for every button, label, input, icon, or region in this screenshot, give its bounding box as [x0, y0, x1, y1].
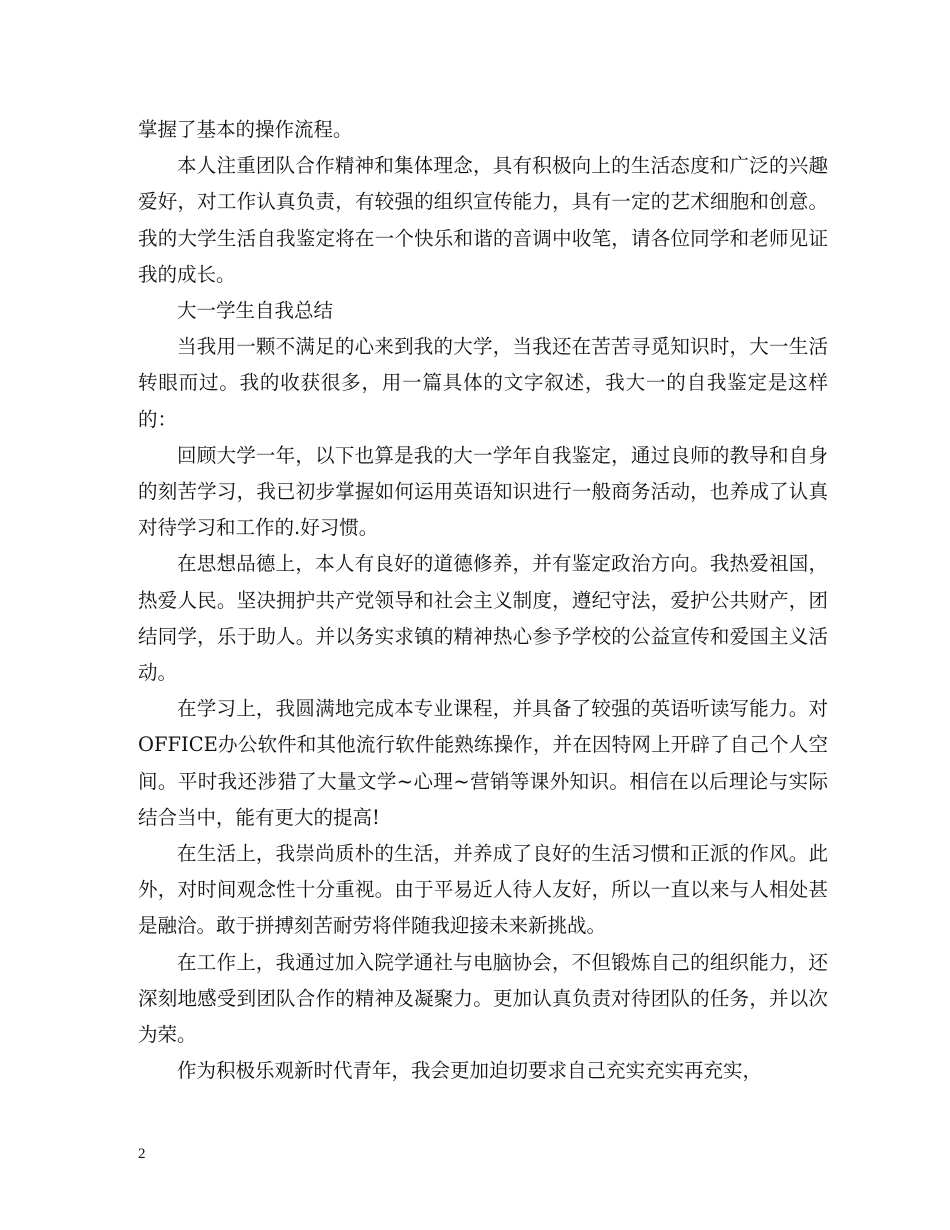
page-number: 2 [138, 1146, 146, 1162]
paragraph-life: 在生活上，我崇尚质朴的生活，并养成了良好的生活习惯和正派的作风。此外，对时间观念性十分重视。由于平易近人待人友好，所以一直以来与人相处甚是融洽。敢于拼搏刻苦耐劳将伴随我迎接未来新挑战。 [138, 842, 828, 938]
paragraph-work: 在工作上，我通过加入院学通社与电脑协会，不但锻炼自己的组织能力，还深刻地感受到团队合作的精神及凝聚力。更加认真负责对待团队的任务，并以次为荣。 [138, 950, 828, 1047]
paragraph-study: 在学习上，我圆满地完成本专业课程，并具备了较强的英语听读写能力。对OFFICE办公软件和其他流行软件能熟练操作，并在因特网上开辟了自己个人空间。平时我还涉猎了大量文学~心理~营销等课外知识。相信在以后理论与实际结合当中，能有更大的提高! [138, 697, 828, 829]
paragraph-teamwork: 本人注重团队合作精神和集体理念，具有积极向上的生活态度和广泛的兴趣爱好，对工作认真负责，有较强的组织宣传能力，具有一定的艺术细胞和创意。我的大学生活自我鉴定将在一个快乐和谐的音调中收笔，请各位同学和老师见证我的成长。 [138, 154, 828, 286]
section-heading: 大一学生自我总结 [177, 299, 334, 323]
paragraph-ideology: 在思想品德上，本人有良好的道德修养，并有鉴定政治方向。我热爱祖国，热爱人民。坚决拥护共产党领导和社会主义制度，遵纪守法，爱护公共财产，团结同学，乐于助人。并以务实求镇的精神热心参予学校的公益宣传和爱国主义活动。 [138, 552, 828, 685]
paragraph-review: 回顾大学一年，以下也算是我的大一学年自我鉴定，通过良师的教导和自身的刻苦学习，我已初步掌握如何运用英语知识进行一般商务活动，也养成了认真对待学习和工作的.好习惯。 [138, 443, 828, 540]
paragraph-intro: 当我用一颗不满足的心来到我的大学，当我还在苦苦寻觅知识时，大一生活转眼而过。我的收获很多，用一篇具体的文字叙述，我大一的自我鉴定是这样的： [138, 335, 828, 431]
paragraph-continuation: 掌握了基本的操作流程。 [138, 118, 353, 141]
paragraph-closing: 作为积极乐观新时代青年，我会更加迫切要求自己充实充实再充实， [177, 1059, 763, 1083]
document-body [138, 112, 828, 1089]
